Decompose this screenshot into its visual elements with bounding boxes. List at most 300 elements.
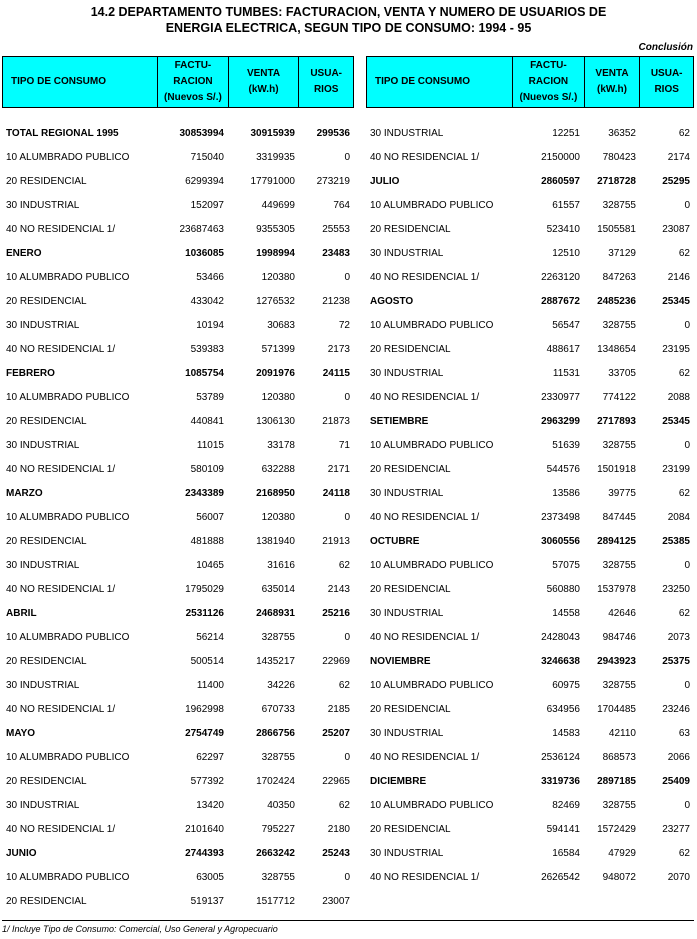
row-venta: 1276532: [256, 295, 295, 307]
row-usuarios: 0: [344, 271, 350, 283]
row-venta: 449699: [261, 199, 295, 211]
row-usuarios: 0: [684, 679, 690, 691]
row-venta: 120380: [261, 511, 295, 523]
table-row: [366, 217, 694, 241]
row-label: 30 INDUSTRIAL: [6, 319, 80, 331]
row-venta: 3319935: [256, 151, 295, 163]
row-label: 10 ALUMBRADO PUBLICO: [6, 271, 130, 283]
row-venta: 635014: [261, 583, 295, 595]
row-venta: 2943923: [597, 655, 636, 667]
row-usuarios: 2180: [327, 823, 350, 835]
row-usuarios: 0: [684, 319, 690, 331]
table-row: [366, 145, 694, 169]
row-venta: 9355305: [256, 223, 295, 235]
row-usuarios: 24118: [322, 487, 350, 499]
row-label: 20 RESIDENCIAL: [6, 895, 87, 907]
row-facturacion: 56007: [196, 511, 224, 523]
table-row: [366, 265, 694, 289]
row-facturacion: 2536124: [541, 751, 580, 763]
row-venta: 1517712: [256, 895, 295, 907]
row-venta: 868573: [602, 751, 636, 763]
row-facturacion: 53466: [196, 271, 224, 283]
header-fact-line-1: FACTU-: [530, 60, 567, 71]
row-usuarios: 21913: [322, 535, 350, 547]
table-row: [2, 793, 354, 817]
row-usuarios: 0: [684, 439, 690, 451]
right-table-header: [366, 56, 694, 108]
row-label: 40 NO RESIDENCIAL 1/: [370, 391, 480, 403]
table-row: [366, 553, 694, 577]
row-facturacion: 519137: [190, 895, 224, 907]
row-facturacion: 12251: [552, 127, 580, 139]
row-venta: 120380: [261, 391, 295, 403]
row-label: 30 INDUSTRIAL: [6, 559, 80, 571]
row-label: MAYO: [6, 727, 36, 739]
row-venta: 795227: [261, 823, 295, 835]
row-venta: 571399: [261, 343, 295, 355]
row-facturacion: 2263120: [541, 271, 580, 283]
row-facturacion: 3319736: [541, 775, 580, 787]
row-facturacion: 1962998: [185, 703, 224, 715]
row-label: 30 INDUSTRIAL: [370, 727, 444, 739]
row-label: 10 ALUMBRADO PUBLICO: [370, 319, 494, 331]
row-label: NOVIEMBRE: [370, 655, 431, 667]
row-venta: 1702424: [256, 775, 295, 787]
row-label: 40 NO RESIDENCIAL 1/: [370, 151, 480, 163]
row-facturacion: 539383: [190, 343, 224, 355]
row-label: 30 INDUSTRIAL: [6, 679, 80, 691]
row-venta: 40350: [267, 799, 295, 811]
row-usuarios: 25375: [662, 655, 690, 667]
row-label: 10 ALUMBRADO PUBLICO: [6, 751, 130, 763]
row-label: OCTUBRE: [370, 535, 420, 547]
table-row-group: [2, 601, 354, 625]
row-facturacion: 82469: [552, 799, 580, 811]
row-usuarios: 23007: [322, 895, 350, 907]
row-usuarios: 25345: [662, 295, 690, 307]
row-label: 20 RESIDENCIAL: [6, 775, 87, 787]
row-label: 20 RESIDENCIAL: [370, 583, 451, 595]
row-label: 40 NO RESIDENCIAL 1/: [6, 583, 116, 595]
table-row: [2, 625, 354, 649]
table-row: [2, 817, 354, 841]
header-usu-line-1: USUA-: [310, 68, 342, 79]
table-row: [2, 289, 354, 313]
left-table: [2, 56, 354, 913]
header-fact-line-2: RACION: [528, 76, 569, 87]
table-row: [366, 193, 694, 217]
table-row: [2, 169, 354, 193]
row-facturacion: 11400: [196, 679, 224, 691]
row-venta: 1998994: [256, 247, 295, 259]
row-facturacion: 488617: [546, 343, 580, 355]
row-venta: 1505581: [597, 223, 636, 235]
row-facturacion: 2330977: [541, 391, 580, 403]
row-usuarios: 62: [678, 847, 690, 859]
row-venta: 1501918: [597, 463, 636, 475]
table-row-group: [366, 529, 694, 553]
row-venta: 328755: [261, 751, 295, 763]
row-facturacion: 2860597: [541, 175, 580, 187]
conclusion-label: Conclusión: [638, 42, 693, 53]
table-row: [2, 577, 354, 601]
row-venta: 2485236: [597, 295, 636, 307]
row-venta: 984746: [602, 631, 636, 643]
table-row-group: [366, 169, 694, 193]
row-venta: 847445: [602, 511, 636, 523]
row-label: 30 INDUSTRIAL: [370, 487, 444, 499]
table-row: [2, 409, 354, 433]
row-usuarios: 2143: [327, 583, 350, 595]
row-facturacion: 2531126: [185, 607, 224, 619]
table-row: [2, 385, 354, 409]
table-row: [2, 769, 354, 793]
row-label: 20 RESIDENCIAL: [370, 343, 451, 355]
row-facturacion: 11531: [552, 367, 580, 379]
row-usuarios: 23250: [662, 583, 690, 595]
row-facturacion: 13420: [196, 799, 224, 811]
row-usuarios: 62: [678, 247, 690, 259]
row-venta: 1704485: [597, 703, 636, 715]
row-venta: 1537978: [597, 583, 636, 595]
row-label: 10 ALUMBRADO PUBLICO: [370, 439, 494, 451]
table-row-group: [366, 289, 694, 313]
row-usuarios: 0: [344, 151, 350, 163]
row-venta: 847263: [602, 271, 636, 283]
table-row: [366, 313, 694, 337]
table-row: [366, 793, 694, 817]
row-usuarios: 2171: [327, 463, 350, 475]
row-facturacion: 11015: [196, 439, 224, 451]
row-venta: 2866756: [256, 727, 295, 739]
row-label: FEBRERO: [6, 367, 55, 379]
left-table-body: [2, 121, 354, 913]
row-label: 40 NO RESIDENCIAL 1/: [6, 823, 116, 835]
row-usuarios: 23246: [662, 703, 690, 715]
row-label: 10 ALUMBRADO PUBLICO: [6, 631, 130, 643]
row-facturacion: 2963299: [541, 415, 580, 427]
table-row: [366, 457, 694, 481]
row-label: AGOSTO: [370, 295, 414, 307]
row-usuarios: 23087: [662, 223, 690, 235]
row-usuarios: 25207: [322, 727, 350, 739]
row-usuarios: 0: [684, 799, 690, 811]
row-usuarios: 63: [678, 727, 690, 739]
row-venta: 2718728: [597, 175, 636, 187]
row-usuarios: 25553: [322, 223, 350, 235]
row-venta: 328755: [602, 559, 636, 571]
row-venta: 42646: [608, 607, 636, 619]
table-row: [366, 745, 694, 769]
row-usuarios: 62: [338, 559, 350, 571]
row-usuarios: 71: [338, 439, 350, 451]
row-usuarios: 62: [338, 679, 350, 691]
row-usuarios: 2088: [667, 391, 690, 403]
header-usu-line-2: RIOS: [654, 84, 679, 95]
row-usuarios: 0: [344, 751, 350, 763]
row-usuarios: 62: [678, 487, 690, 499]
row-usuarios: 62: [678, 607, 690, 619]
row-venta: 1572429: [597, 823, 636, 835]
title-line-2: ENERGIA ELECTRICA, SEGUN TIPO DE CONSUMO: 1994 - 95: [165, 21, 532, 35]
row-usuarios: 22969: [322, 655, 350, 667]
row-facturacion: 2626542: [541, 871, 580, 883]
row-facturacion: 715040: [190, 151, 224, 163]
row-label: 20 RESIDENCIAL: [370, 463, 451, 475]
table-row: [366, 577, 694, 601]
table-row: [2, 265, 354, 289]
row-label: 30 INDUSTRIAL: [6, 199, 80, 211]
row-venta: 328755: [602, 679, 636, 691]
row-label: 40 NO RESIDENCIAL 1/: [370, 871, 480, 883]
header-fact-line-3: (Nuevos S/.): [164, 92, 222, 103]
row-label: TOTAL REGIONAL 1995: [6, 127, 119, 139]
table-row: [2, 217, 354, 241]
header-venta-line-2: (kW.h): [248, 84, 279, 95]
row-facturacion: 3246638: [541, 655, 580, 667]
row-label: 20 RESIDENCIAL: [6, 175, 87, 187]
table-row: [2, 313, 354, 337]
table-row: [366, 673, 694, 697]
table-row: [2, 697, 354, 721]
row-facturacion: 2754749: [185, 727, 224, 739]
row-facturacion: 10194: [196, 319, 224, 331]
row-label: 30 INDUSTRIAL: [370, 367, 444, 379]
row-venta: 42110: [608, 727, 636, 739]
row-venta: 670733: [261, 703, 295, 715]
row-label: 40 NO RESIDENCIAL 1/: [6, 343, 116, 355]
row-label: 10 ALUMBRADO PUBLICO: [6, 391, 130, 403]
row-venta: 2894125: [597, 535, 636, 547]
row-usuarios: 764: [333, 199, 350, 211]
row-facturacion: 577392: [190, 775, 224, 787]
header-tipo-label: TIPO DE CONSUMO: [375, 76, 471, 87]
row-venta: 328755: [261, 871, 295, 883]
header-venta: [584, 57, 640, 107]
table-row: [2, 337, 354, 361]
row-facturacion: 10465: [196, 559, 224, 571]
row-label: 10 ALUMBRADO PUBLICO: [370, 679, 494, 691]
row-venta: 780423: [602, 151, 636, 163]
row-label: 10 ALUMBRADO PUBLICO: [6, 871, 130, 883]
row-facturacion: 523410: [546, 223, 580, 235]
row-usuarios: 2174: [667, 151, 690, 163]
row-label: 40 NO RESIDENCIAL 1/: [6, 703, 116, 715]
right-table-body: [366, 121, 694, 889]
row-facturacion: 16584: [552, 847, 580, 859]
row-label: 40 NO RESIDENCIAL 1/: [6, 223, 116, 235]
row-usuarios: 25409: [662, 775, 690, 787]
table-row: [366, 865, 694, 889]
table-row-group: [2, 721, 354, 745]
row-label: 30 INDUSTRIAL: [370, 607, 444, 619]
row-venta: 33178: [267, 439, 295, 451]
row-facturacion: 62297: [196, 751, 224, 763]
row-facturacion: 57075: [552, 559, 580, 571]
row-label: 30 INDUSTRIAL: [6, 799, 80, 811]
row-label: ENERO: [6, 247, 42, 259]
row-usuarios: 2070: [667, 871, 690, 883]
row-usuarios: 25243: [322, 847, 350, 859]
row-label: 10 ALUMBRADO PUBLICO: [370, 199, 494, 211]
row-venta: 328755: [602, 799, 636, 811]
row-venta: 2663242: [256, 847, 295, 859]
row-facturacion: 53789: [196, 391, 224, 403]
left-table-header: [2, 56, 354, 108]
row-venta: 30915939: [250, 127, 295, 139]
table-row: [2, 553, 354, 577]
header-tipo: [3, 57, 157, 107]
table-row: [2, 889, 354, 913]
row-facturacion: 2101640: [185, 823, 224, 835]
row-label: 10 ALUMBRADO PUBLICO: [370, 799, 494, 811]
table-row-group: [2, 841, 354, 865]
table-row: [366, 241, 694, 265]
row-label: 20 RESIDENCIAL: [6, 415, 87, 427]
footnote-divider: [2, 920, 694, 921]
row-label: SETIEMBRE: [370, 415, 429, 427]
table-row: [2, 145, 354, 169]
row-venta: 328755: [602, 199, 636, 211]
row-usuarios: 0: [344, 631, 350, 643]
row-facturacion: 2373498: [541, 511, 580, 523]
row-usuarios: 0: [344, 511, 350, 523]
table-row: [2, 649, 354, 673]
table-row-group: [2, 361, 354, 385]
row-label: 40 NO RESIDENCIAL 1/: [370, 511, 480, 523]
row-venta: 328755: [602, 439, 636, 451]
row-usuarios: 0: [684, 559, 690, 571]
table-row: [2, 193, 354, 217]
row-facturacion: 2343389: [185, 487, 224, 499]
row-facturacion: 30853994: [179, 127, 224, 139]
row-venta: 774122: [602, 391, 636, 403]
row-venta: 2897185: [597, 775, 636, 787]
row-label: 20 RESIDENCIAL: [6, 295, 87, 307]
row-facturacion: 3060556: [541, 535, 580, 547]
row-label: 20 RESIDENCIAL: [370, 703, 451, 715]
row-label: DICIEMBRE: [370, 775, 427, 787]
row-label: 10 ALUMBRADO PUBLICO: [370, 559, 494, 571]
row-label: 20 RESIDENCIAL: [370, 223, 451, 235]
table-row: [2, 745, 354, 769]
row-label: 10 ALUMBRADO PUBLICO: [6, 151, 130, 163]
row-facturacion: 481888: [190, 535, 224, 547]
row-facturacion: 60975: [552, 679, 580, 691]
row-label: JULIO: [370, 175, 400, 187]
table-row: [2, 865, 354, 889]
right-table: [366, 56, 694, 889]
row-usuarios: 62: [338, 799, 350, 811]
table-row: [366, 337, 694, 361]
table-row: [366, 481, 694, 505]
row-venta: 120380: [261, 271, 295, 283]
row-venta: 2717893: [597, 415, 636, 427]
header-fact-line-3: (Nuevos S/.): [519, 92, 578, 103]
row-usuarios: 2066: [667, 751, 690, 763]
row-facturacion: 6299394: [185, 175, 224, 187]
table-row-group: [366, 769, 694, 793]
row-facturacion: 1795029: [185, 583, 224, 595]
header-tipo-label: TIPO DE CONSUMO: [11, 76, 107, 87]
row-usuarios: 24115: [322, 367, 350, 379]
header-facturacion: [512, 57, 584, 107]
row-label: 40 NO RESIDENCIAL 1/: [6, 463, 116, 475]
row-usuarios: 2084: [667, 511, 690, 523]
row-venta: 948072: [602, 871, 636, 883]
row-venta: 1381940: [256, 535, 295, 547]
row-label: 30 INDUSTRIAL: [6, 439, 80, 451]
table-row-group: [2, 121, 354, 145]
row-label: 10 ALUMBRADO PUBLICO: [6, 511, 130, 523]
table-row: [366, 433, 694, 457]
row-venta: 33705: [608, 367, 636, 379]
table-row-group: [2, 241, 354, 265]
row-label: 40 NO RESIDENCIAL 1/: [370, 631, 480, 643]
row-facturacion: 594141: [546, 823, 580, 835]
row-facturacion: 544576: [546, 463, 580, 475]
header-venta-line-1: VENTA: [246, 68, 281, 79]
table-row: [366, 841, 694, 865]
row-venta: 1348654: [597, 343, 636, 355]
row-usuarios: 25295: [662, 175, 690, 187]
row-usuarios: 23199: [662, 463, 690, 475]
header-usuarios: [298, 57, 353, 107]
row-venta: 2168950: [256, 487, 295, 499]
table-row: [366, 361, 694, 385]
row-facturacion: 152097: [190, 199, 224, 211]
header-venta: [228, 57, 299, 107]
row-facturacion: 14558: [552, 607, 580, 619]
row-facturacion: 433042: [190, 295, 224, 307]
row-facturacion: 56214: [196, 631, 224, 643]
row-usuarios: 25385: [662, 535, 690, 547]
header-venta-line-2: (kW.h): [597, 84, 627, 95]
row-label: JUNIO: [6, 847, 37, 859]
table-row: [2, 457, 354, 481]
row-facturacion: 23687463: [179, 223, 224, 235]
title-line-1: 14.2 DEPARTAMENTO TUMBES: FACTURACION, VENTA Y NUMERO DE USUARIOS DE: [90, 5, 607, 19]
row-label: 20 RESIDENCIAL: [6, 655, 87, 667]
header-tipo: [367, 57, 512, 107]
row-venta: 2091976: [256, 367, 295, 379]
header-facturacion: [157, 57, 228, 107]
row-usuarios: 25216: [322, 607, 350, 619]
row-venta: 30683: [267, 319, 295, 331]
row-usuarios: 2185: [327, 703, 350, 715]
row-usuarios: 23277: [662, 823, 690, 835]
table-row: [2, 673, 354, 697]
row-facturacion: 2887672: [541, 295, 580, 307]
row-label: 30 INDUSTRIAL: [370, 847, 444, 859]
row-venta: 31616: [267, 559, 295, 571]
table-row: [366, 601, 694, 625]
row-venta: 328755: [602, 319, 636, 331]
row-usuarios: 2146: [667, 271, 690, 283]
row-usuarios: 299536: [316, 127, 350, 139]
row-venta: 632288: [261, 463, 295, 475]
table-row: [2, 529, 354, 553]
row-usuarios: 0: [344, 871, 350, 883]
table-row: [366, 121, 694, 145]
row-facturacion: 14583: [552, 727, 580, 739]
row-usuarios: 72: [338, 319, 350, 331]
table-row: [366, 721, 694, 745]
row-label: MARZO: [6, 487, 43, 499]
table-row: [366, 697, 694, 721]
table-row: [366, 817, 694, 841]
row-label: ABRIL: [6, 607, 37, 619]
